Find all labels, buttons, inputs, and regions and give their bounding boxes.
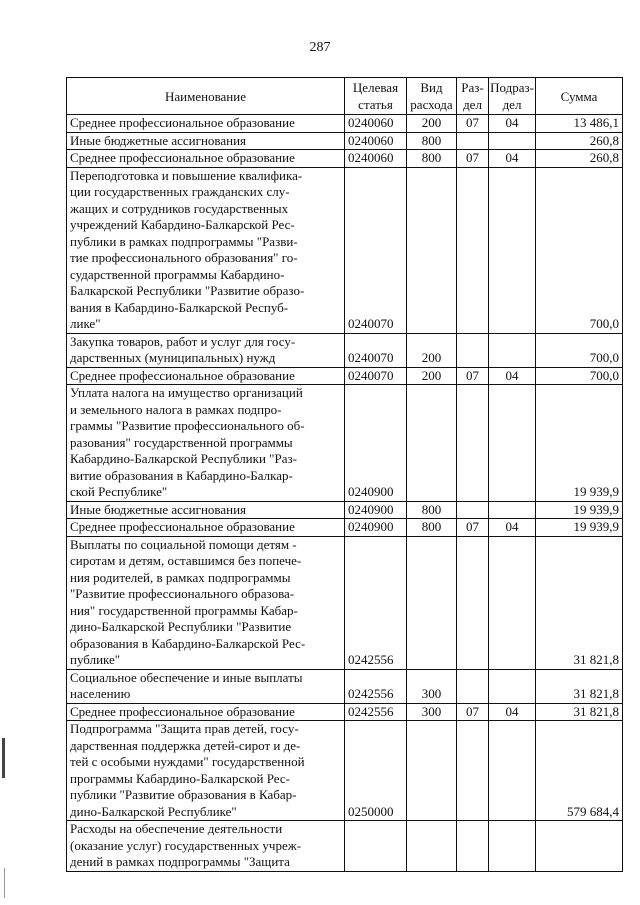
cell-name: Среднее профессиональное образование — [67, 519, 345, 537]
cell-kind: 800 — [407, 132, 457, 150]
cell-subsection — [489, 669, 536, 703]
cell-target: 0240900 — [345, 501, 407, 519]
cell-section: 07 — [457, 115, 489, 133]
cell-subsection: 04 — [489, 519, 536, 537]
cell-kind: 300 — [407, 669, 457, 703]
cell-kind — [407, 821, 457, 872]
cell-sum — [536, 821, 623, 872]
table-row — [67, 703, 623, 721]
cell-section — [457, 167, 489, 333]
cell-sum: 19 939,9 — [536, 501, 623, 519]
cell-sum: 13 486,1 — [536, 115, 623, 133]
cell-kind: 800 — [407, 519, 457, 537]
margin-mark — [4, 868, 5, 898]
header-name: Наименование — [67, 78, 345, 115]
cell-subsection: 04 — [489, 150, 536, 168]
cell-target: 0242556 — [345, 703, 407, 721]
cell-subsection: 04 — [489, 115, 536, 133]
table-row — [67, 132, 623, 150]
cell-name: Подпрограмма "Защита прав детей, госу- дарственная поддержка детей-сирот и де- тей с особыми нуждами" государственной программы Кабардино-Балкарской Рес- публики "Развитие образования в Кабар- дино-Балкарской Республике" — [67, 721, 345, 821]
cell-kind: 200 — [407, 333, 457, 367]
cell-target: 0240060 — [345, 132, 407, 150]
cell-target: 0240070 — [345, 333, 407, 367]
cell-sum: 31 821,8 — [536, 703, 623, 721]
cell-subsection — [489, 167, 536, 333]
cell-section: 07 — [457, 150, 489, 168]
cell-target: 0240060 — [345, 115, 407, 133]
margin-bar — [2, 738, 5, 778]
cell-name: Социальное обеспечение и иные выплаты населению — [67, 669, 345, 703]
header-target: Целевая статья — [345, 78, 407, 115]
cell-kind: 300 — [407, 703, 457, 721]
table-row — [67, 821, 623, 872]
cell-subsection — [489, 333, 536, 367]
cell-section — [457, 501, 489, 519]
cell-sum: 19 939,9 — [536, 519, 623, 537]
cell-section: 07 — [457, 367, 489, 385]
cell-kind: 800 — [407, 150, 457, 168]
cell-subsection — [489, 821, 536, 872]
table-body — [67, 115, 623, 872]
header-sum: Сумма — [536, 78, 623, 115]
cell-subsection — [489, 501, 536, 519]
table-row — [67, 669, 623, 703]
cell-section: 07 — [457, 703, 489, 721]
table-row — [67, 115, 623, 133]
table-row — [67, 167, 623, 333]
cell-kind: 800 — [407, 501, 457, 519]
cell-name: Среднее профессиональное образование — [67, 703, 345, 721]
cell-sum: 260,8 — [536, 150, 623, 168]
cell-section — [457, 333, 489, 367]
table-row — [67, 385, 623, 502]
cell-target: 0242556 — [345, 669, 407, 703]
page-number: 287 — [309, 40, 331, 55]
cell-kind — [407, 721, 457, 821]
cell-section — [457, 385, 489, 502]
table-row — [67, 367, 623, 385]
cell-sum: 260,8 — [536, 132, 623, 150]
cell-sum: 19 939,9 — [536, 385, 623, 502]
cell-name: Среднее профессиональное образование — [67, 115, 345, 133]
cell-sum: 31 821,8 — [536, 536, 623, 669]
cell-target: 0250000 — [345, 721, 407, 821]
cell-kind — [407, 167, 457, 333]
table-row — [67, 501, 623, 519]
cell-name: Уплата налога на имущество организаций и земельного налога в рамках подпро- граммы "Развитие профессионального об- разования" государственной программы Кабардино-Балкарской Республики "Раз- витие образования в Кабардино-Балкар- ской Республике" — [67, 385, 345, 502]
cell-target: 0240070 — [345, 367, 407, 385]
cell-name: Выплаты по социальной помощи детям - сиротам и детям, оставшимся без попече- ния родителей, в рамках подпрограммы "Развитие профессионального образова- ния" государственной программы Кабар- дино-Балкарской Республики "Развитие образования в Кабардино-Балкарской Рес- публике" — [67, 536, 345, 669]
cell-subsection — [489, 536, 536, 669]
header-section: Раз- дел — [457, 78, 489, 115]
cell-name: Иные бюджетные ассигнования — [67, 501, 345, 519]
cell-target: 0240070 — [345, 167, 407, 333]
cell-kind — [407, 536, 457, 669]
table-row — [67, 536, 623, 669]
table-row — [67, 333, 623, 367]
table-row — [67, 519, 623, 537]
table-row — [67, 721, 623, 821]
cell-name: Расходы на обеспечение деятельности (оказание услуг) государственных учреж- дений в рамках подпрограммы "Защита — [67, 821, 345, 872]
cell-subsection — [489, 132, 536, 150]
cell-kind — [407, 385, 457, 502]
cell-sum: 700,0 — [536, 333, 623, 367]
cell-name: Среднее профессиональное образование — [67, 367, 345, 385]
cell-section: 07 — [457, 519, 489, 537]
cell-kind: 200 — [407, 115, 457, 133]
table-row — [67, 150, 623, 168]
cell-kind: 200 — [407, 367, 457, 385]
cell-name: Среднее профессиональное образование — [67, 150, 345, 168]
cell-subsection — [489, 721, 536, 821]
cell-section — [457, 536, 489, 669]
cell-subsection: 04 — [489, 367, 536, 385]
header-row — [67, 78, 623, 115]
cell-section — [457, 821, 489, 872]
cell-target: 0242556 — [345, 536, 407, 669]
header-kind: Вид расхода — [407, 78, 457, 115]
header-subsection: Подраз- дел — [489, 78, 536, 115]
cell-section — [457, 132, 489, 150]
cell-sum: 579 684,4 — [536, 721, 623, 821]
cell-name: Переподготовка и повышение квалифика- ции государственных гражданских слу- жащих и сотрудников государственных учреждений Кабардино-Балкарской Рес- публики в рамках подпрограммы "Разви- тие профессионального образования" го- сударственной программы Кабардино- Балкарской Республики "Развитие образо- вания в Кабардино-Балкарской Респуб- лике" — [67, 167, 345, 333]
table-header — [67, 78, 623, 115]
cell-section — [457, 721, 489, 821]
cell-target — [345, 821, 407, 872]
cell-name: Закупка товаров, работ и услуг для госу- дарственных (муниципальных) нужд — [67, 333, 345, 367]
cell-name: Иные бюджетные ассигнования — [67, 132, 345, 150]
cell-section — [457, 669, 489, 703]
cell-target: 0240060 — [345, 150, 407, 168]
cell-subsection: 04 — [489, 703, 536, 721]
cell-sum: 700,0 — [536, 367, 623, 385]
cell-target: 0240900 — [345, 385, 407, 502]
cell-sum: 31 821,8 — [536, 669, 623, 703]
cell-subsection — [489, 385, 536, 502]
budget-table — [66, 77, 623, 872]
cell-sum: 700,0 — [536, 167, 623, 333]
cell-target: 0240900 — [345, 519, 407, 537]
